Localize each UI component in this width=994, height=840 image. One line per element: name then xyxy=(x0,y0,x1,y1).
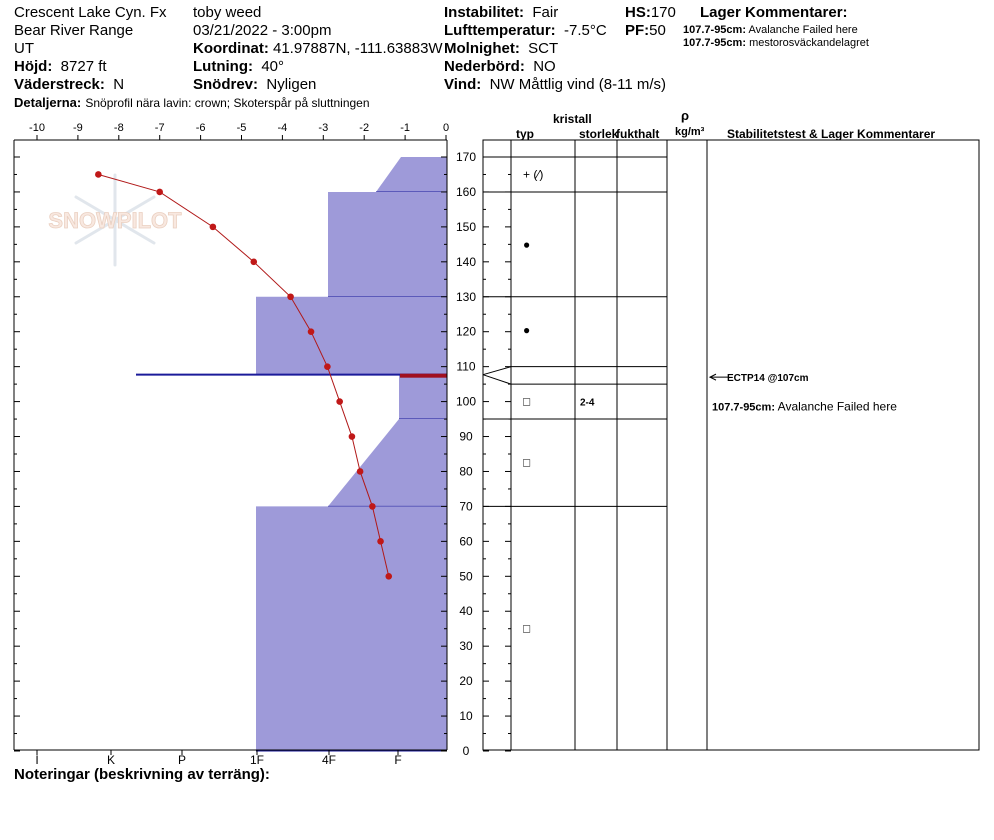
col-stability: Stabilitetstest & Lager Kommentarer xyxy=(727,127,936,141)
aspect-label: Väderstreck: xyxy=(14,76,105,93)
watermark-text: SNOWPILOT xyxy=(48,208,182,233)
col-storlek: storlek xyxy=(579,127,619,141)
temp-tick-label: -10 xyxy=(29,122,45,134)
airtemp-value: -7.5°C xyxy=(564,22,607,39)
depth-tick-label: 70 xyxy=(459,499,473,514)
stability-test-label: ECTP14 @107cm xyxy=(727,373,809,385)
temperature-point xyxy=(308,328,315,335)
layer-comment-2-text: mestorosväckandelagret xyxy=(749,37,869,49)
layer-note-text: Avalanche Failed here xyxy=(775,399,897,414)
temperature-point xyxy=(210,224,217,231)
snowpilot-watermark xyxy=(48,175,182,265)
grain-type: ● xyxy=(523,322,531,337)
elevation-value: 8727 ft xyxy=(60,58,107,75)
temperature-point xyxy=(324,363,331,370)
failure-wedge-bottom xyxy=(483,375,511,384)
col-density-unit: kg/m³ xyxy=(675,126,705,138)
temp-tick-label: -7 xyxy=(154,122,165,134)
failure-layer-marker xyxy=(400,374,447,378)
temp-tick-label: -4 xyxy=(277,122,288,134)
grain-type: □ xyxy=(523,394,531,409)
state: UT xyxy=(14,40,34,57)
temperature-axis xyxy=(14,122,449,140)
col-fukthalt: fukthalt xyxy=(616,127,660,141)
table-frame xyxy=(483,140,707,750)
grain-type: + (⁄) xyxy=(523,167,544,182)
stratigraphy-table xyxy=(483,140,979,750)
drift-label: Snödrev: xyxy=(193,76,259,93)
depth-tick-label: 90 xyxy=(459,429,473,444)
temp-tick-label: -9 xyxy=(73,122,83,134)
wind-value: NW Måttlig vind (8-11 m/s) xyxy=(489,76,666,93)
depth-tick-label: 140 xyxy=(455,254,477,269)
stability-frame xyxy=(707,140,979,750)
precip-value: NO xyxy=(533,58,556,75)
hardness-tick-label: 1F xyxy=(249,753,265,767)
temp-tick-label: -2 xyxy=(359,122,370,134)
depth-tick-label: 0 xyxy=(462,744,470,758)
hardness-tick-label: F xyxy=(394,753,402,767)
drift-value: Nyligen xyxy=(266,76,317,93)
hardness-tick-label: P xyxy=(177,753,187,767)
datetime: 03/21/2022 - 3:00pm xyxy=(193,22,332,39)
pf-value: 50 xyxy=(649,22,666,39)
slope-label: Lutning: xyxy=(193,58,253,75)
depth-tick-label: 150 xyxy=(455,219,477,234)
grain-type: ● xyxy=(523,237,531,252)
hs-value: 170 xyxy=(650,4,676,21)
hardness-layer-4 xyxy=(399,375,447,419)
elevation-label: Höjd: xyxy=(14,58,53,75)
col-rho: ρ xyxy=(681,108,690,123)
depth-tick-label: 80 xyxy=(459,464,473,479)
hardness-tick-label: K xyxy=(106,753,116,767)
temperature-point xyxy=(385,573,392,580)
temperature-point xyxy=(156,189,163,196)
range: Bear River Range xyxy=(14,22,134,39)
observer: toby weed xyxy=(193,4,262,21)
grain-type: □ xyxy=(523,621,531,636)
depth-tick-label: 20 xyxy=(459,674,473,689)
hs-label: HS: xyxy=(625,4,651,21)
hardness-layer-1 xyxy=(376,157,447,192)
temp-tick-label: -1 xyxy=(400,122,410,134)
depth-tick-label: 110 xyxy=(456,359,476,374)
depth-tick-label: 40 xyxy=(459,604,473,619)
aspect-value: N xyxy=(113,76,125,93)
depth-tick-label: 130 xyxy=(455,289,477,304)
layer-comments-title: Lager Kommentarer: xyxy=(700,4,848,21)
hardness-layer-6 xyxy=(256,506,447,751)
details-label: Detaljerna: xyxy=(14,95,82,110)
depth-tick-label: 30 xyxy=(459,639,473,654)
layer-note xyxy=(712,400,897,414)
hardness-tick-label: I xyxy=(35,753,39,767)
wind-label: Vind: xyxy=(444,76,482,93)
temperature-point xyxy=(349,433,356,440)
details-value: Snöprofil nära lavin: crown; Skoterspår på sluttningen xyxy=(85,96,370,110)
layer-comment-1-text: Avalanche Failed here xyxy=(748,24,858,36)
airtemp-label: Lufttemperatur: xyxy=(444,22,556,39)
temperature-point xyxy=(287,293,294,300)
temperature-point xyxy=(377,538,384,545)
depth-tick-label: 60 xyxy=(459,534,473,549)
location: Crescent Lake Cyn. Fx xyxy=(14,4,167,21)
coord-value: 41.97887N, -111.63883W xyxy=(273,40,443,57)
depth-tick-label: 120 xyxy=(455,324,477,339)
grain-type: □ xyxy=(523,455,531,470)
precip-label: Nederbörd: xyxy=(444,58,525,75)
temp-tick-label: -3 xyxy=(318,122,329,134)
layer-note-range: 107.7-95cm: xyxy=(712,401,775,414)
cloud-label: Molnighet: xyxy=(444,40,520,57)
cloud-value: SCT xyxy=(528,40,559,57)
depth-tick-label: 10 xyxy=(459,709,473,724)
slope-value: 40° xyxy=(261,58,285,75)
temperature-point xyxy=(336,398,343,405)
grain-size: 2-4 xyxy=(580,397,595,409)
hardness-profile xyxy=(136,157,447,751)
col-kristall: kristall xyxy=(553,112,592,126)
hardness-layer-3 xyxy=(256,297,447,375)
depth-tick-label: 170 xyxy=(455,150,477,164)
depth-tick-label: 160 xyxy=(455,184,477,199)
col-typ: typ xyxy=(516,127,534,141)
temperature-point xyxy=(357,468,364,475)
layer-comment-2-range: 107.7-95cm: xyxy=(683,37,746,49)
temp-tick-label: -5 xyxy=(236,122,247,134)
temp-tick-label: -6 xyxy=(195,122,206,134)
hardness-layer-5 xyxy=(328,419,447,506)
terrain-notes-label: Noteringar (beskrivning av terräng): xyxy=(14,766,270,783)
pf-label: PF: xyxy=(625,22,650,39)
depth-tick-label: 100 xyxy=(455,394,477,409)
temperature-point xyxy=(369,503,376,510)
failure-wedge-top xyxy=(483,367,511,375)
instability-value: Fair xyxy=(532,4,559,21)
instability-label: Instabilitet: xyxy=(444,4,525,21)
temp-tick-label: -8 xyxy=(113,122,124,134)
depth-tick-label: 50 xyxy=(459,569,473,584)
hardness-tick-label: 4F xyxy=(321,753,337,767)
coord-label: Koordinat: xyxy=(193,40,269,57)
hardness-axis xyxy=(35,750,401,767)
temperature-point xyxy=(250,259,257,266)
hardness-layer-2 xyxy=(328,192,447,297)
layer-comment-1-range: 107.7-95cm: xyxy=(683,24,746,36)
temperature-point xyxy=(95,171,102,178)
temp-tick-label: 0 xyxy=(442,122,450,134)
